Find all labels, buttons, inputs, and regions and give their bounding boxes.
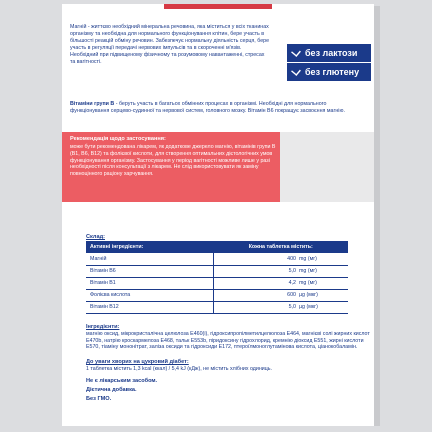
- ingredients-title: Інгредієнти:: [86, 324, 120, 330]
- ingredient-name: Вітамін B6: [86, 265, 214, 277]
- magnesium-text: Магній - життєво необхідний мінеральна речовина, яка міститься у всіх тканинах організму та необхідна для нормального функціонування клітин, бере участь в більшості реакцій обміну речовин. Забезпечує нормальну діяльність серця, бере участь в регуляції передачі нервових імпульсів та в скороченні м'язів. Необхідний при підвищеному фізичному та розумовому навантаженні, стресах та вагітності.: [70, 24, 270, 65]
- table-row: [86, 289, 348, 301]
- ingredient-unit: µg (мкг): [297, 301, 348, 313]
- ingredient-name: Магній: [86, 253, 214, 265]
- table-row: [86, 265, 348, 277]
- ingredient-unit: µg (мкг): [297, 289, 348, 301]
- header-per-tablet: Кожна таблетка містить:: [214, 241, 348, 253]
- vitamin-b-description: [70, 101, 366, 115]
- header-active-ingredients: Активні інгредієнти:: [86, 241, 214, 253]
- ingredient-unit: mg (мг): [297, 277, 348, 289]
- package-panel: [62, 4, 374, 426]
- table-row: [86, 253, 348, 265]
- ingredient-amount: 5,0: [214, 265, 297, 277]
- diabetic-title: До уваги хворих на цукровий діабет:: [86, 359, 189, 365]
- ingredient-unit: mg (мг): [297, 253, 348, 265]
- ingredient-name: Вітамін B1: [86, 277, 214, 289]
- gmo-free-note: Без ГМО.: [86, 396, 112, 402]
- vitamin-b-text: - беруть участь в багатьох обмінних процесах в організмі. Необхідні для нормального функціонування серцево-судинної та нервової систем, головного мозку. Вітамін B6 покращує засвоєння магнію.: [70, 101, 345, 114]
- recommendation-fold: [280, 132, 374, 202]
- ingredient-unit: mg (мг): [297, 265, 348, 277]
- table-header-row: [86, 241, 348, 253]
- badge-label: без глютену: [305, 67, 360, 77]
- badge-label: без лактози: [305, 48, 358, 58]
- magnesium-description: [70, 24, 270, 66]
- check-icon: [291, 66, 301, 76]
- ingredient-name: Вітамін B12: [86, 301, 214, 313]
- recommendation-text: може бути рекомендована лікарем, як додаткове джерело магнію, вітамінів групи В (B1, B6, B12) та фолієвої кислоти, для створення оптимальних дієтологічних умов функціонування організму. Застосування у період вагітності можливе лише у разі необхідності після консультації з лікарем. Не слід використовувати як заміну повноцінного раціону харчування.: [70, 144, 276, 178]
- check-icon: [291, 47, 301, 57]
- composition-table: [86, 241, 348, 314]
- composition-title: Склад:: [86, 234, 105, 240]
- ingredients-text: магнію оксид, мікрокристалічна целюлоза E460(i), гідроксипропілметилцелюлоза E464, магнієві солі жирних кислот E470b, натрію кроскармелоза E468, тальк E553b, піридоксину гідрохлорид, кремнію діоксид E551, жирні кислоти E570, тіаміну мононітрат, заліза оксиди та гідроксиди E172, птероїлмоноглутамінова кислота, ціанокобаламін.: [86, 331, 370, 351]
- table-row: [86, 301, 348, 313]
- vitamin-b-title: Вітаміни групи В: [70, 101, 115, 107]
- table-row: [86, 277, 348, 289]
- recommendation-title: Рекомендація щодо застосування:: [70, 136, 166, 142]
- badge-lactose-free: [287, 44, 371, 62]
- diabetic-text: 1 таблетка містить 1,3 kcal (ккал) / 5,4 kJ (кДж), не містить хлібних одиниць.: [86, 366, 272, 372]
- badge-gluten-free: [287, 63, 371, 81]
- ingredient-amount: 4,2: [214, 277, 297, 289]
- not-medicine-note: Не є лікарським засобом.: [86, 378, 158, 384]
- ingredient-amount: 600: [214, 289, 297, 301]
- ingredient-amount: 5,0: [214, 301, 297, 313]
- ingredient-name: Фолієва кислота: [86, 289, 214, 301]
- top-red-strip: [164, 4, 272, 9]
- dietary-supplement-note: Дієтична добавка.: [86, 387, 137, 393]
- ingredient-amount: 400: [214, 253, 297, 265]
